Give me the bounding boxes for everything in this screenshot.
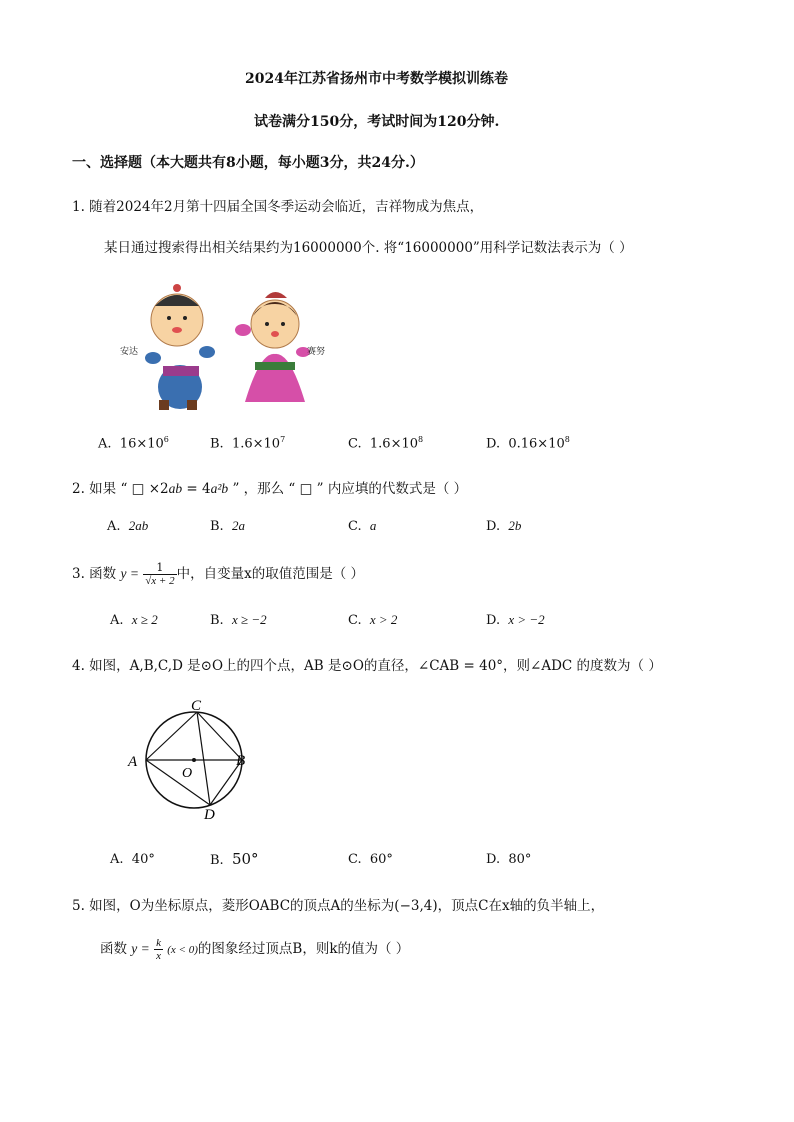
option-value: x ≥ −2 <box>231 612 267 627</box>
option-label: B. <box>210 519 224 534</box>
option-label: C. <box>348 519 362 534</box>
q1-line1: 1. 随着2024年2月第十四届全国冬季运动会临近，吉祥物成为焦点， <box>72 199 484 215</box>
option-value: 0.16×10 <box>508 436 565 452</box>
option-exponent: 7 <box>280 435 286 444</box>
q3-prefix: 3. 函数 <box>72 566 117 582</box>
option-exponent: 6 <box>163 435 169 444</box>
q4-option-d[interactable] <box>486 852 531 867</box>
q2-option-b[interactable] <box>210 518 245 534</box>
mascot-illustration <box>115 282 335 412</box>
q1-option-d[interactable] <box>486 435 570 451</box>
label-o: O <box>182 766 193 781</box>
option-label: D. <box>486 519 501 534</box>
option-value: 60° <box>369 852 393 867</box>
q5-y-equals: y = <box>131 941 150 956</box>
mascot-right-name: 赛努 <box>307 346 326 356</box>
option-value: 2b <box>508 518 522 533</box>
option-value: x > 2 <box>369 612 398 627</box>
q3-option-b[interactable] <box>210 612 267 628</box>
q5-numerator: k <box>156 937 161 949</box>
q2-option-a[interactable] <box>107 518 148 534</box>
q2-option-d[interactable] <box>486 518 521 534</box>
q4-option-a[interactable] <box>110 852 155 867</box>
option-value: 1.6×10 <box>369 436 418 452</box>
chord-ad <box>146 760 210 805</box>
q3-option-a[interactable] <box>110 612 158 628</box>
q5-condition: (x < 0) <box>167 944 198 956</box>
option-value: 80° <box>508 852 532 867</box>
q3-option-d[interactable] <box>486 612 545 628</box>
mascot-left <box>145 284 215 410</box>
q1-option-b[interactable] <box>210 435 285 451</box>
option-label: D. <box>486 436 501 452</box>
q5-fraction <box>154 937 163 962</box>
q3-y-equals: y = <box>120 566 139 581</box>
q4-option-c[interactable] <box>348 852 393 867</box>
q3-text <box>72 557 364 591</box>
center-point <box>192 758 196 762</box>
option-value: 2ab <box>128 518 149 533</box>
label-b: B <box>236 753 246 769</box>
option-value: 1.6×10 <box>231 436 281 452</box>
q4-text: 4. 如图，A,B,C,D 是⊙O上的四个点，AB 是⊙O的直径，∠CAB = 40°，则∠ADC 的度数为（ ） <box>72 658 662 674</box>
exam-info: 试卷满分150分，考试时间为120分钟. <box>254 114 500 130</box>
option-value: x > −2 <box>508 612 545 627</box>
q1-option-c[interactable] <box>348 435 423 451</box>
q4-option-b[interactable] <box>210 850 259 868</box>
option-exponent: 8 <box>418 435 424 444</box>
page-title: 2024年江苏省扬州市中考数学模拟训练卷 <box>245 71 508 87</box>
label-d: D <box>204 807 215 823</box>
q2-text <box>72 477 467 497</box>
q2-equals: = 4 <box>182 481 211 497</box>
label-c: C <box>191 698 202 714</box>
mascot-right <box>235 292 310 402</box>
option-label: C. <box>348 436 362 452</box>
q3-fraction <box>143 562 176 587</box>
chord-cd <box>197 712 210 805</box>
option-label: A. <box>110 852 124 867</box>
q3-denominator: √x + 2 <box>145 575 175 587</box>
q2-prefix: 2. 如果 “ □ ×2 <box>72 481 169 497</box>
q5-suffix: 的图象经过顶点B，则k的值为（ ） <box>197 941 410 957</box>
option-label: B. <box>210 613 224 628</box>
option-label: A. <box>110 613 124 628</box>
option-value: a <box>369 518 377 533</box>
option-label: C. <box>348 852 362 867</box>
option-label: D. <box>486 852 501 867</box>
q3-suffix: 中，自变量x的取值范围是（ ） <box>176 566 364 582</box>
option-label: C. <box>348 613 362 628</box>
q5-denominator: x <box>156 950 161 962</box>
q3-option-c[interactable] <box>348 612 397 628</box>
option-value: x ≥ 2 <box>131 612 158 627</box>
q5-line2 <box>100 932 409 966</box>
q1-line2: 某日通过搜索得出相关结果约为16000000个. 将“16000000”用科学记数法表示为（ ） <box>104 240 633 256</box>
option-label: B. <box>210 436 224 452</box>
q2-option-c[interactable] <box>348 518 376 534</box>
mascot-left-name: 安达 <box>120 346 139 356</box>
option-value: 40° <box>131 852 155 867</box>
q1-option-a[interactable] <box>98 435 169 451</box>
q5-line1: 5. 如图，O为坐标原点，菱形OABC的顶点A的坐标为(−3,4)，顶点C在x轴的负半轴上， <box>72 898 605 914</box>
option-value: 16×10 <box>119 436 164 452</box>
q5-prefix: 函数 <box>100 941 127 957</box>
q3-numerator: 1 <box>143 562 176 575</box>
chord-ac <box>146 712 197 760</box>
q2-suffix: ” ，那么 “ □ ” 内应填的代数式是（ ） <box>228 481 468 497</box>
option-label: B. <box>210 853 224 868</box>
q2-expr-left: ab <box>168 481 183 496</box>
section-heading: 一、选择题（本大题共有8小题，每小题3分，共24分.） <box>72 155 424 171</box>
circle-figure <box>124 695 274 825</box>
option-value: 50° <box>231 850 259 868</box>
option-value: 2a <box>231 518 245 533</box>
label-a: A <box>128 754 138 770</box>
option-label: A. <box>98 436 112 452</box>
option-label: A. <box>107 519 121 534</box>
option-label: D. <box>486 613 501 628</box>
option-exponent: 8 <box>564 435 570 444</box>
q2-expr-right: a²b <box>210 481 229 496</box>
